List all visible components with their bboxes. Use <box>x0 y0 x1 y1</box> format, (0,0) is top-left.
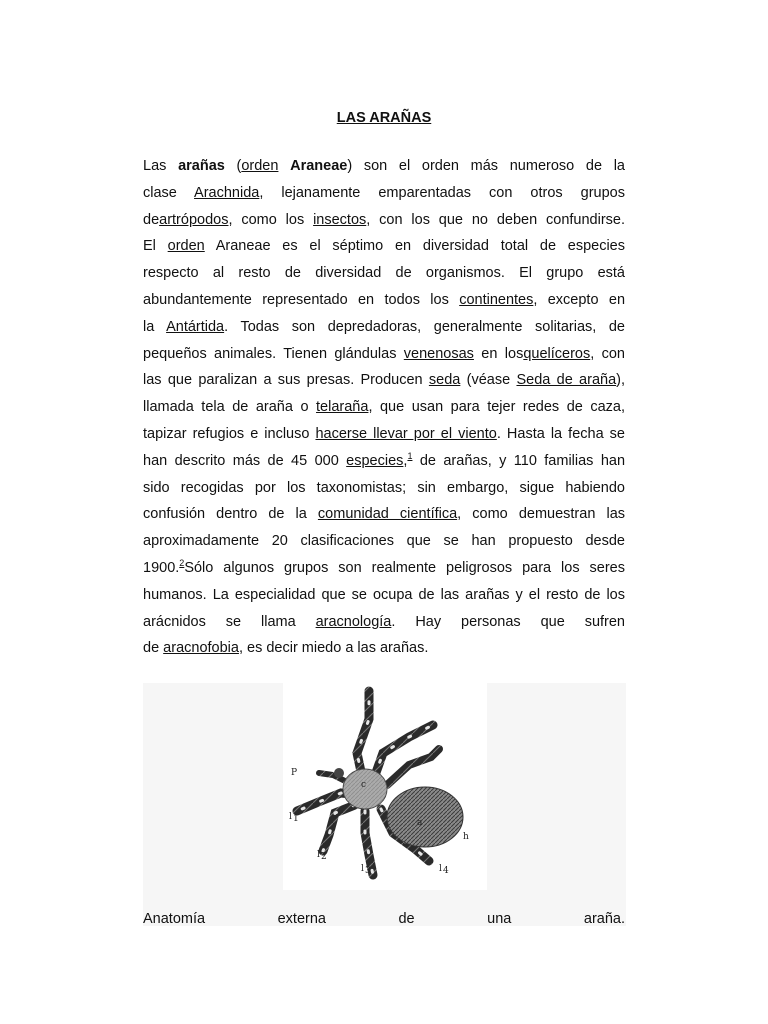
text-line: El orden Araneae es el séptimo en diversidad total de especies <box>143 238 625 255</box>
label-l3-sub: 3 <box>365 866 371 876</box>
label-l1: l <box>289 812 292 822</box>
text-line: tapizar refugios e incluso hacerse llevar por el viento. Hasta la fecha se <box>143 425 625 442</box>
text-line: 1900.$^2$Sólo algunos grupos son realmente peligrosos para los seres <box>143 557 625 576</box>
figure-caption: Anatomía externa de una araña. <box>143 911 625 927</box>
text-line: arácnidos se llama aracnología. Hay personas que sufren <box>143 613 625 630</box>
text-line: humanos. La especialidad que se ocupa de las arañas y el resto de los <box>143 586 625 603</box>
label-l3: l <box>361 864 364 874</box>
text-line: de aracnofobia, es decir miedo a las arañas. <box>143 640 429 657</box>
label-c: c <box>361 780 367 790</box>
text-line: abundantemente representado en todos los continentes, excepto en <box>143 291 625 308</box>
body-paragraph <box>143 153 625 662</box>
link-insectos[interactable]: insectos <box>313 211 367 228</box>
label-l1-sub: 1 <box>293 814 299 824</box>
text-line: han descrito más de 45 000 especies,$^1$ de arañas, y 110 familias han <box>143 450 625 469</box>
text-line: clase Arachnida, lejanamente emparentadas con otros grupos <box>143 184 625 201</box>
text-line: confusión dentro de la comunidad científica, como demuestran las <box>143 506 625 523</box>
text-line: deartrópodos, como los insectos, con los que no deben confundirse. <box>143 211 625 228</box>
label-l2: l <box>317 850 320 860</box>
text-line: llamada tela de araña o telaraña, que usan para tejer redes de caza, <box>143 399 625 416</box>
label-l4: l <box>439 864 442 874</box>
label-a: a <box>417 818 423 828</box>
label-h: h <box>463 832 469 842</box>
text-line: las que paralizan a sus presas. Producen seda (véase Seda de araña), <box>143 372 625 389</box>
footnote-ref-1[interactable]: 1 <box>407 450 413 461</box>
page-title: LAS ARAÑAS <box>336 110 432 126</box>
link-queliceros[interactable]: quelíceros <box>523 345 591 362</box>
link-orden[interactable]: orden <box>241 158 279 174</box>
text-line: respecto al resto de diversidad de organismos. El grupo está <box>143 265 625 282</box>
link-especies[interactable]: especies <box>346 452 404 469</box>
link-continentes[interactable]: continentes <box>459 291 534 308</box>
link-orden-2[interactable]: orden <box>167 238 205 255</box>
link-aracnofobia[interactable]: aracnofobia <box>163 640 239 657</box>
link-antartida[interactable]: Antártida <box>166 318 225 335</box>
link-seda[interactable]: seda <box>428 372 461 389</box>
link-artropodos[interactable]: artrópodos <box>159 211 229 228</box>
link-aracnologia[interactable]: aracnología <box>315 613 392 630</box>
text-line: la Antártida. Todas son depredadoras, generalmente solitarias, de <box>143 318 625 335</box>
link-seda-de-arana[interactable]: Seda de araña <box>516 372 617 389</box>
footnote-ref-2[interactable]: 2 <box>179 557 185 568</box>
label-l2-sub: 2 <box>321 852 327 862</box>
label-l4-sub: 4 <box>443 866 449 876</box>
text-line: aproximadamente 20 clasificaciones que se han propuesto desde <box>143 533 625 550</box>
text-line: sido recogidas por los taxonomistas; sin embargo, sigue habiendo <box>143 479 625 496</box>
link-venenosas[interactable]: venenosas <box>403 345 474 362</box>
text-line: Las arañas (orden Araneae) son el orden más numeroso de la <box>143 158 625 174</box>
link-comunidad-cientifica[interactable]: comunidad científica <box>317 506 458 523</box>
label-p: P <box>291 768 298 778</box>
link-hacerse-llevar[interactable]: hacerse llevar por el viento <box>315 425 497 442</box>
spider-anatomy-image <box>283 683 487 890</box>
link-telarana[interactable]: telaraña <box>316 399 369 416</box>
link-arachnida[interactable]: Arachnida <box>194 184 260 201</box>
text-line: pequeños animales. Tienen glándulas venenosas en losquelíceros, con <box>143 345 625 362</box>
